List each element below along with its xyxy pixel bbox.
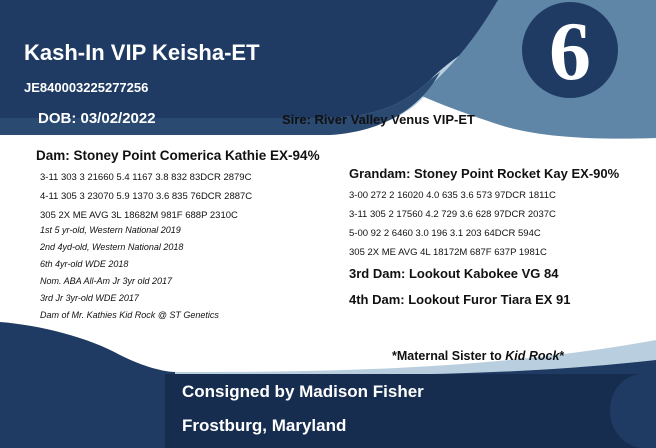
third-dam: 3rd Dam: Lookout Kabokee VG 84 [349, 266, 559, 281]
dam-record: 3-11 303 3 21660 5.4 1167 3.8 832 83DCR 2879C [40, 172, 252, 183]
maternal-note-name: Kid Rock [505, 349, 560, 363]
consignor-name: Consigned by Madison Fisher [182, 382, 424, 401]
dam-record: 305 2X ME AVG 3L 18682M 981F 688P 2310C [40, 210, 238, 221]
grandam-record: 3-00 272 2 16020 4.0 635 3.6 573 97DCR 1811C [349, 190, 556, 201]
dam-achievement: Nom. ABA All-Am Jr 3yr old 2017 [40, 276, 173, 286]
grandam-record: 5-00 92 2 6460 3.0 196 3.1 203 64DCR 594C [349, 228, 541, 239]
date-of-birth: DOB: 03/02/2022 [38, 110, 156, 127]
grandam-record: 3-11 305 2 17560 4.2 729 3.6 628 97DCR 2037C [349, 209, 556, 220]
sire-name: Sire: River Valley Venus VIP-ET [282, 112, 475, 127]
maternal-note-suffix: * [559, 349, 565, 363]
grandam-record: 305 2X ME AVG 4L 18172M 687F 637P 1981C [349, 247, 547, 258]
grandam-name: Grandam: Stoney Point Rocket Kay EX-90% [349, 166, 620, 181]
registration-number: JE840003225277256 [24, 80, 149, 95]
dam-name: Dam: Stoney Point Comerica Kathie EX-94% [36, 148, 320, 163]
animal-name: Kash-In VIP Keisha-ET [24, 40, 260, 65]
maternal-note-prefix: *Maternal Sister to [392, 349, 506, 363]
dam-achievement: 1st 5 yr-old, Western National 2019 [40, 225, 181, 235]
maternal-sister-note [392, 349, 564, 363]
consignor-location: Frostburg, Maryland [182, 416, 347, 435]
dam-achievement: 3rd Jr 3yr-old WDE 2017 [40, 293, 139, 303]
dam-achievement: Dam of Mr. Kathies Kid Rock @ ST Genetics [40, 310, 219, 320]
lot-number: 6 [549, 5, 591, 98]
dam-record: 4-11 305 3 23070 5.9 1370 3.6 835 76DCR 2887C [40, 191, 253, 202]
dam-achievement: 2nd 4yd-old, Western National 2018 [40, 242, 184, 252]
dam-achievement: 6th 4yr-old WDE 2018 [40, 259, 129, 269]
fourth-dam: 4th Dam: Lookout Furor Tiara EX 91 [349, 292, 571, 307]
